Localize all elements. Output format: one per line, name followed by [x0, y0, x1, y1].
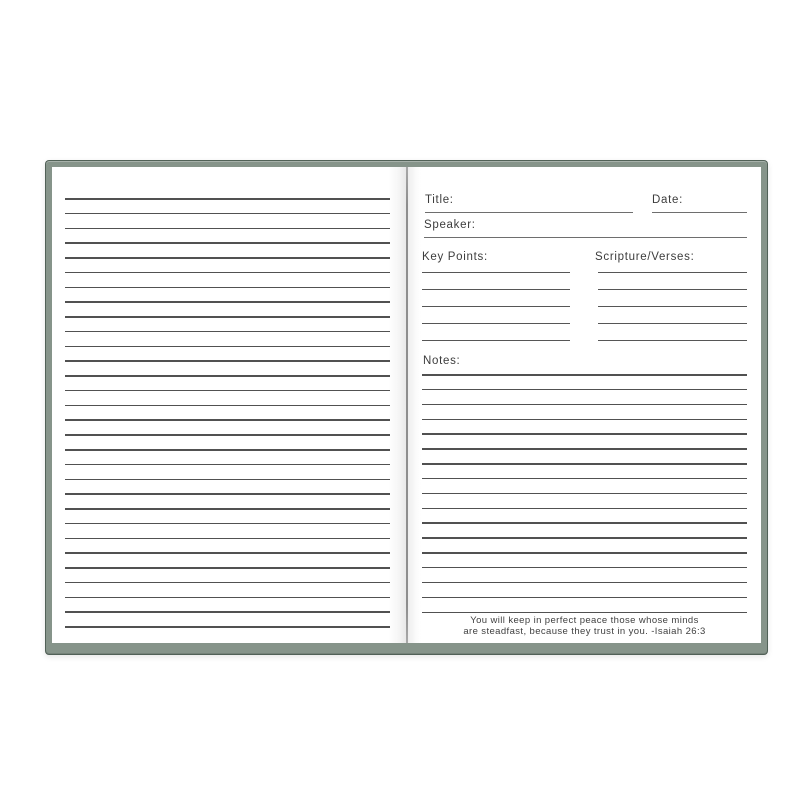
- ruled-line: [422, 419, 747, 421]
- ruled-line: [422, 537, 747, 539]
- scripture-write-lines: [598, 272, 747, 341]
- ruled-line: [65, 272, 390, 274]
- ruled-line: [65, 301, 390, 303]
- left-page: [52, 167, 406, 643]
- ruled-line: [422, 493, 747, 495]
- ruled-line: [422, 272, 570, 273]
- speaker-label: Speaker:: [424, 219, 476, 231]
- ruled-line: [422, 374, 747, 376]
- speaker-write-line: [424, 237, 747, 238]
- ruled-line: [65, 464, 390, 466]
- ruled-line: [422, 597, 747, 599]
- ruled-line: [65, 508, 390, 510]
- ruled-line: [598, 306, 747, 307]
- ruled-line: [65, 479, 390, 481]
- ruled-line: [65, 360, 390, 362]
- ruled-line: [422, 323, 570, 324]
- ruled-line: [422, 389, 747, 391]
- ruled-line: [422, 612, 747, 614]
- ruled-line: [65, 390, 390, 392]
- ruled-line: [65, 287, 390, 289]
- scripture-verses-label: Scripture/Verses:: [595, 251, 695, 263]
- date-label: Date:: [652, 194, 683, 206]
- verse-line-2: are steadfast, because they trust in you. -Isaiah 26:3: [463, 626, 706, 637]
- ruled-line: [65, 567, 390, 569]
- ruled-line: [65, 626, 390, 628]
- ruled-line: [422, 522, 747, 524]
- ruled-line: [65, 331, 390, 333]
- ruled-line: [65, 538, 390, 540]
- ruled-line: [422, 508, 747, 510]
- ruled-line: [65, 198, 390, 200]
- ruled-line: [65, 552, 390, 554]
- title-write-line: [425, 212, 633, 213]
- ruled-line: [598, 272, 747, 273]
- ruled-line: [65, 346, 390, 348]
- verse-line-1: You will keep in perfect peace those whose minds: [470, 615, 699, 626]
- title-label: Title:: [425, 194, 454, 206]
- ruled-line: [65, 405, 390, 407]
- ruled-line: [65, 434, 390, 436]
- ruled-line: [422, 306, 570, 307]
- ruled-line: [65, 582, 390, 584]
- ruled-line: [422, 567, 747, 569]
- ruled-line: [65, 611, 390, 613]
- notebook-cover: [45, 160, 768, 655]
- ruled-line: [65, 597, 390, 599]
- ruled-line: [422, 478, 747, 480]
- ruled-line: [598, 323, 747, 324]
- ruled-line: [65, 449, 390, 451]
- ruled-line: [65, 228, 390, 230]
- notes-ruled-lines: [422, 374, 747, 613]
- key-points-label: Key Points:: [422, 251, 488, 263]
- ruled-line: [422, 582, 747, 584]
- ruled-line: [598, 289, 747, 290]
- ruled-line: [422, 448, 747, 450]
- bible-verse-footer: [408, 615, 761, 637]
- key-points-write-lines: [422, 272, 570, 341]
- ruled-line: [422, 340, 570, 341]
- ruled-line: [422, 289, 570, 290]
- date-write-line: [652, 212, 747, 213]
- open-page-spread: [52, 167, 761, 643]
- ruled-line: [65, 493, 390, 495]
- ruled-line: [65, 213, 390, 215]
- ruled-line: [422, 463, 747, 465]
- ruled-line: [65, 375, 390, 377]
- notes-label: Notes:: [423, 355, 461, 367]
- right-page: [408, 167, 761, 643]
- ruled-line: [65, 316, 390, 318]
- ruled-line: [65, 257, 390, 259]
- ruled-line: [65, 523, 390, 525]
- ruled-line: [422, 404, 747, 406]
- ruled-line: [422, 552, 747, 554]
- ruled-line: [65, 419, 390, 421]
- ruled-line: [422, 433, 747, 435]
- ruled-line: [65, 242, 390, 244]
- ruled-line: [598, 340, 747, 341]
- left-page-ruled-lines: [65, 198, 390, 628]
